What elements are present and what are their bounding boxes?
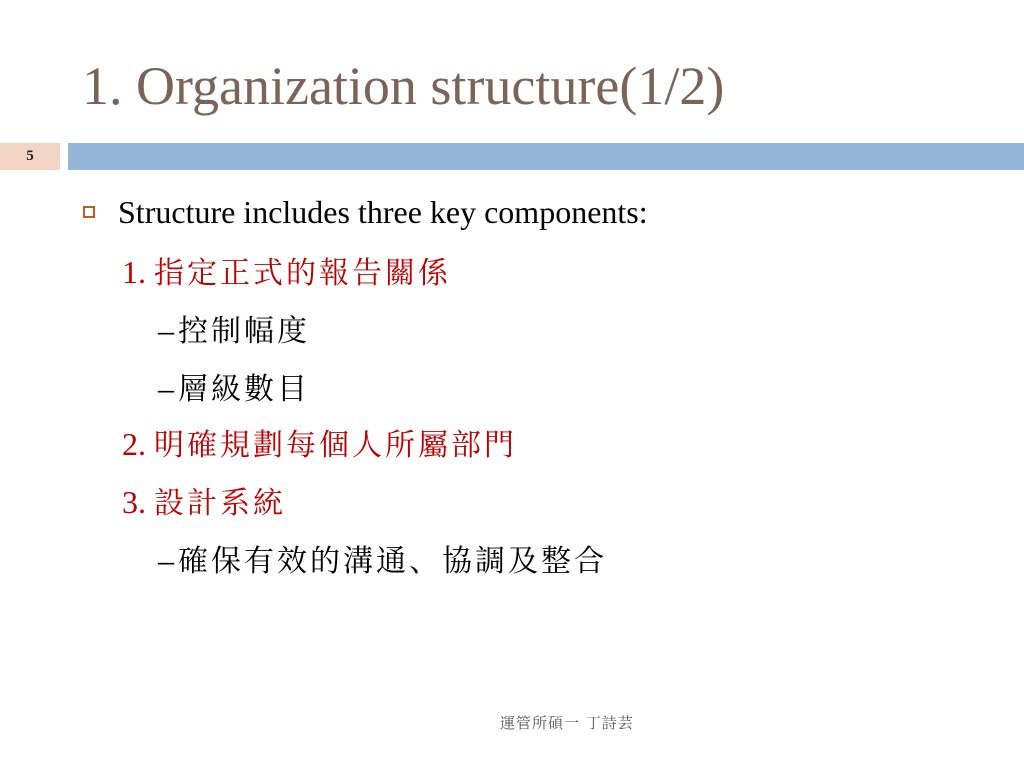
item-text: 設計系統 xyxy=(154,486,286,521)
numbered-item-2 xyxy=(122,424,517,466)
sub-item-3 xyxy=(158,540,607,582)
header-bar xyxy=(68,143,1024,170)
item-text: 控制幅度 xyxy=(178,314,310,349)
item-text: 指定正式的報告關係 xyxy=(154,256,451,291)
page-number: 5 xyxy=(26,148,34,164)
slide-title: 1. Organization structure(1/2) xyxy=(82,56,725,116)
numbered-item-1 xyxy=(122,252,451,294)
item-number: 3. xyxy=(122,484,146,520)
dash-bullet-icon: – xyxy=(158,370,174,406)
sub-item-1 xyxy=(158,310,310,352)
item-text: 層級數目 xyxy=(178,372,310,407)
item-text: 明確規劃每個人所屬部門 xyxy=(154,428,517,463)
dash-bullet-icon: – xyxy=(158,312,174,348)
dash-bullet-icon: – xyxy=(158,542,174,578)
sub-item-2 xyxy=(158,368,310,410)
footer-author: 運管所碩一 丁詩芸 xyxy=(500,714,634,732)
item-text: 確保有效的溝通、協調及整合 xyxy=(178,544,607,579)
numbered-item-3 xyxy=(122,482,286,524)
square-bullet-icon xyxy=(83,206,95,218)
item-number: 1. xyxy=(122,254,146,290)
main-bullet-text: Structure includes three key components: xyxy=(118,194,648,230)
item-number: 2. xyxy=(122,426,146,462)
